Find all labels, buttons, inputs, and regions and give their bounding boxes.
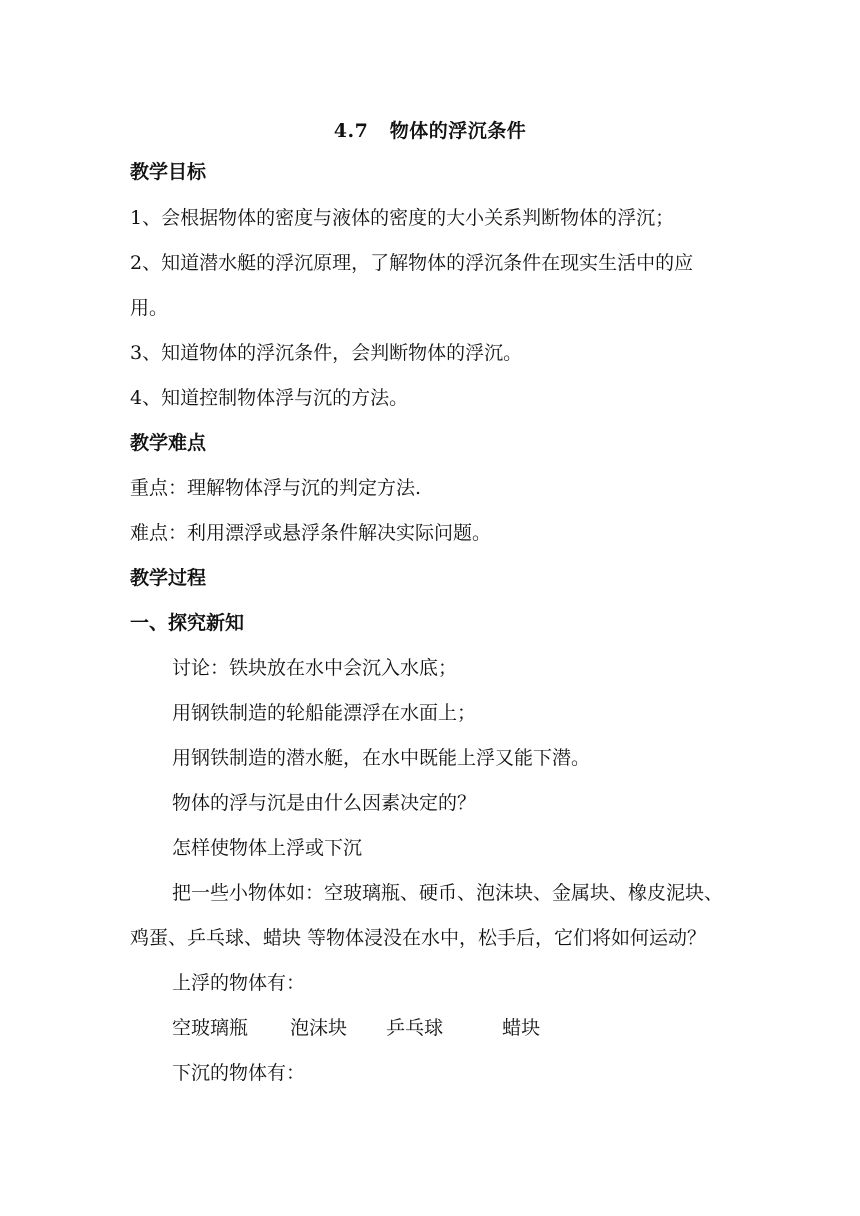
- paragraph-ship: 用钢铁制造的轮船能漂浮在水面上；: [172, 702, 477, 724]
- floating-objects-list: [172, 1016, 540, 1040]
- paragraph-question-how: 怎样使物体上浮或下沉: [172, 837, 363, 859]
- sinking-objects-label: 下沉的物体有：: [172, 1062, 306, 1084]
- document-title: 4.7 物体的浮沉条件: [333, 120, 527, 142]
- floating-objects-label: 上浮的物体有：: [172, 972, 306, 994]
- paragraph-experiment: 把一些小物体如：空玻璃瓶、硬币、泡沫块、金属块、橡皮泥块、: [172, 882, 724, 904]
- section-heading-difficulty: 教学难点: [130, 432, 207, 454]
- paragraph-discussion: 讨论：铁块放在水中会沉入水底；: [172, 657, 458, 679]
- section-heading-goals: 教学目标: [130, 161, 207, 183]
- goal-item-2-continued: 用。: [130, 297, 169, 319]
- floating-item: 蜡块: [502, 1017, 541, 1039]
- floating-item: 乒乓球: [386, 1017, 444, 1039]
- key-point: 重点：理解物体浮与沉的判定方法.: [130, 477, 422, 499]
- floating-item: 泡沫块: [290, 1017, 348, 1039]
- goal-item-3: 3、知道物体的浮沉条件，会判断物体的浮沉。: [130, 342, 523, 364]
- goal-item-4: 4、知道控制物体浮与沉的方法。: [130, 387, 409, 409]
- paragraph-experiment-continued: 鸡蛋、乒乓球、蜡块 等物体浸没在水中，松手后，它们将如何运动？: [130, 927, 707, 949]
- goal-item-1: 1、会根据物体的密度与液体的密度的大小关系判断物体的浮沉；: [130, 207, 675, 229]
- paragraph-submarine: 用钢铁制造的潜水艇，在水中既能上浮又能下潜。: [172, 747, 591, 769]
- section-heading-process: 教学过程: [130, 567, 207, 589]
- subsection-heading-explore: 一、探究新知: [130, 612, 245, 634]
- floating-item: 空玻璃瓶: [172, 1017, 249, 1039]
- difficult-point: 难点：利用漂浮或悬浮条件解决实际问题。: [130, 522, 492, 544]
- goal-item-2: 2、知道潜水艇的浮沉原理，了解物体的浮沉条件在现实生活中的应: [130, 252, 694, 274]
- paragraph-question-factors: 物体的浮与沉是由什么因素决定的？: [172, 792, 477, 814]
